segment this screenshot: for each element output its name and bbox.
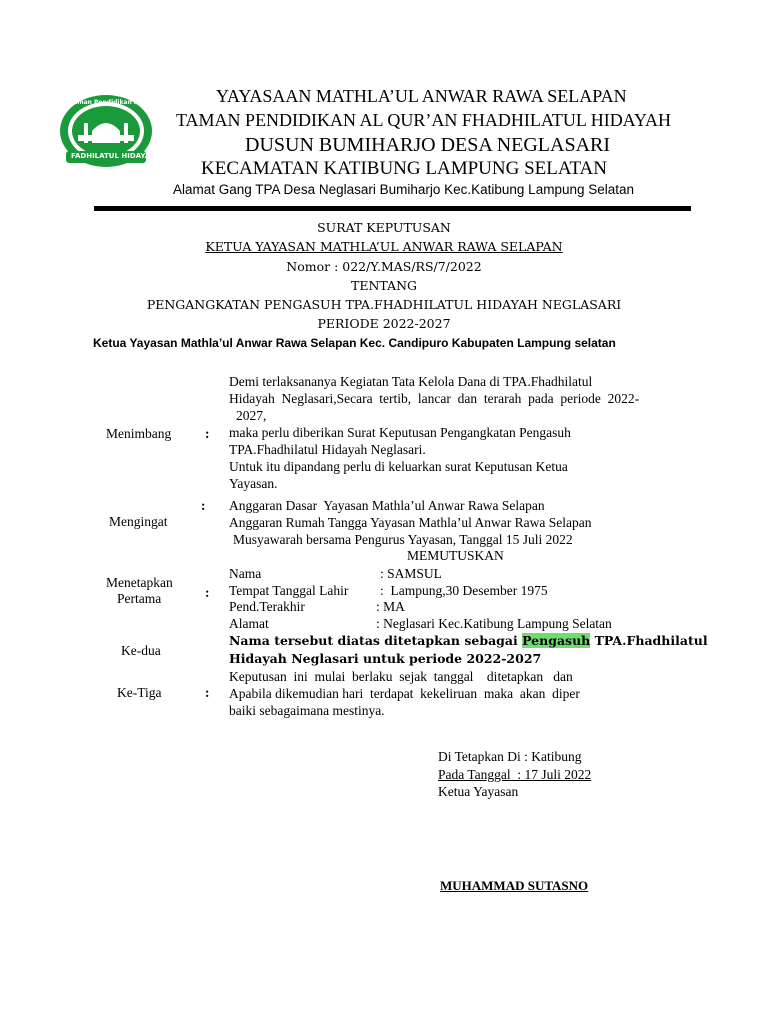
menetapkan-sublabel: Pertama [117,591,162,606]
doc-intro: Ketua Yayasan Mathla’ul Anwar Rawa Selapan Kec. Candipuro Kabupaten Lampung selatan [93,336,616,350]
letterhead-address: Alamat Gang TPA Desa Neglasari Bumiharjo Kec.Katibung Lampung Selatan [173,182,635,197]
ketiga-line: Keputusan ini mulai berlaku sejak tanggal ditetapkan dan [229,669,573,684]
menetapkan-label: Menetapkan [106,575,173,590]
letterhead-line4: KECAMATAN KATIBUNG LAMPUNG SELATAN [201,158,607,179]
menetapkan-colon: : [205,585,210,600]
doc-subtitle: KETUA YAYASAN MATHLA’UL ANWAR RAWA SELAPAN [205,239,563,254]
doc-tentang: TENTANG [350,278,417,293]
kedua-line1 [229,633,708,648]
logo [56,93,163,173]
doc-period: PERIODE 2022-2027 [317,316,451,331]
field-value-nama: : SAMSUL [380,566,442,581]
letterhead-line1: YAYASAAN MATHLA’UL ANWAR RAWA SELAPAN [216,86,627,106]
field-key-ttl: Tempat Tanggal Lahir [229,583,349,598]
menimbang-colon: : [205,426,210,441]
sign-role: Ketua Yayasan [438,784,519,799]
ketiga-colon: : [205,685,210,700]
menimbang-line: Demi terlaksananya Kegiatan Tata Kelola Dana di TPA.Fhadhilatul [229,374,593,389]
sign-name: MUHAMMAD SUTASNO [440,878,589,893]
menimbang-line: Untuk itu dipandang perlu di keluarkan surat Keputusan Ketua [229,459,568,474]
kedua-line2: Hidayah Neglasari untuk periode 2022-2027 [229,651,542,666]
field-value-ttl: : Lampung,30 Desember 1975 [380,583,548,598]
highlight-pengasuh: Pengasuh [522,633,591,648]
kedua-text-a: Nama tersebut diatas ditetapkan sebagai [229,633,523,648]
sign-date-value: : 17 Juli 2022 [510,767,592,782]
doc-number: Nomor : 022/Y.MAS/RS/7/2022 [286,259,482,274]
mengingat-line: Anggaran Rumah Tangga Yayasan Mathla’ul Anwar Rawa Selapan [229,515,592,530]
letterhead-line2: TAMAN PENDIDIKAN AL QUR’AN FHADHILATUL HIDAYAH [176,110,672,130]
menimbang-line: Hidayah Neglasari,Secara tertib, lancar dan terarah pada periode 2022- [229,391,640,406]
field-value-alamat: : Neglasari Kec.Katibung Lampung Selatan [376,616,612,631]
ketiga-line: baiki sebagaimana mestinya. [229,703,385,718]
menimbang-line: TPA.Fhadhilatul Hidayah Neglasari. [229,442,426,457]
doc-subject: PENGANGKATAN PENGASUH TPA.FHADHILATUL HIDAYAH NEGLASARI [146,297,622,312]
doc-title: SURAT KEPUTUSAN [317,220,451,235]
sign-date-label: Pada Tanggal [438,767,511,782]
letterhead-line3: DUSUN BUMIHARJO DESA NEGLASARI [245,134,611,156]
menimbang-line: maka perlu diberikan Surat Keputusan Pengangkatan Pengasuh [229,425,571,440]
menimbang-line: Yayasan. [229,476,278,491]
mengingat-label: Mengingat [109,514,168,529]
sign-place: Di Tetapkan Di : Katibung [438,749,582,764]
mengingat-colon: : [201,498,206,513]
field-key-pend: Pend.Terakhir [229,599,305,614]
menimbang-line: 2027, [236,408,267,423]
ketiga-line: Apabila dikemudian hari terdapat kekeliruan maka akan diper [229,686,580,701]
logo-text-top: Taman Pendidikan Alqur'an [70,99,163,106]
kedua-label: Ke-dua [121,643,161,658]
kedua-text-b: TPA.Fhadhilatul [590,633,708,648]
logo-text-bottom: FADHILATUL HIDAYAH [71,152,157,160]
field-key-alamat: Alamat [229,616,269,631]
field-value-pend: : MA [376,599,405,614]
field-key-nama: Nama [229,566,262,581]
ketiga-label: Ke-Tiga [117,685,162,700]
menimbang-label: Menimbang [106,426,172,441]
sign-date [438,767,591,783]
mengingat-line: Musyawarah bersama Pengurus Yayasan, Tanggal 15 Juli 2022 [233,532,573,547]
memutuskan-heading: MEMUTUSKAN [407,548,504,563]
header-divider [94,206,691,211]
mengingat-line: Anggaran Dasar Yayasan Mathla’ul Anwar Rawa Selapan [229,498,545,513]
